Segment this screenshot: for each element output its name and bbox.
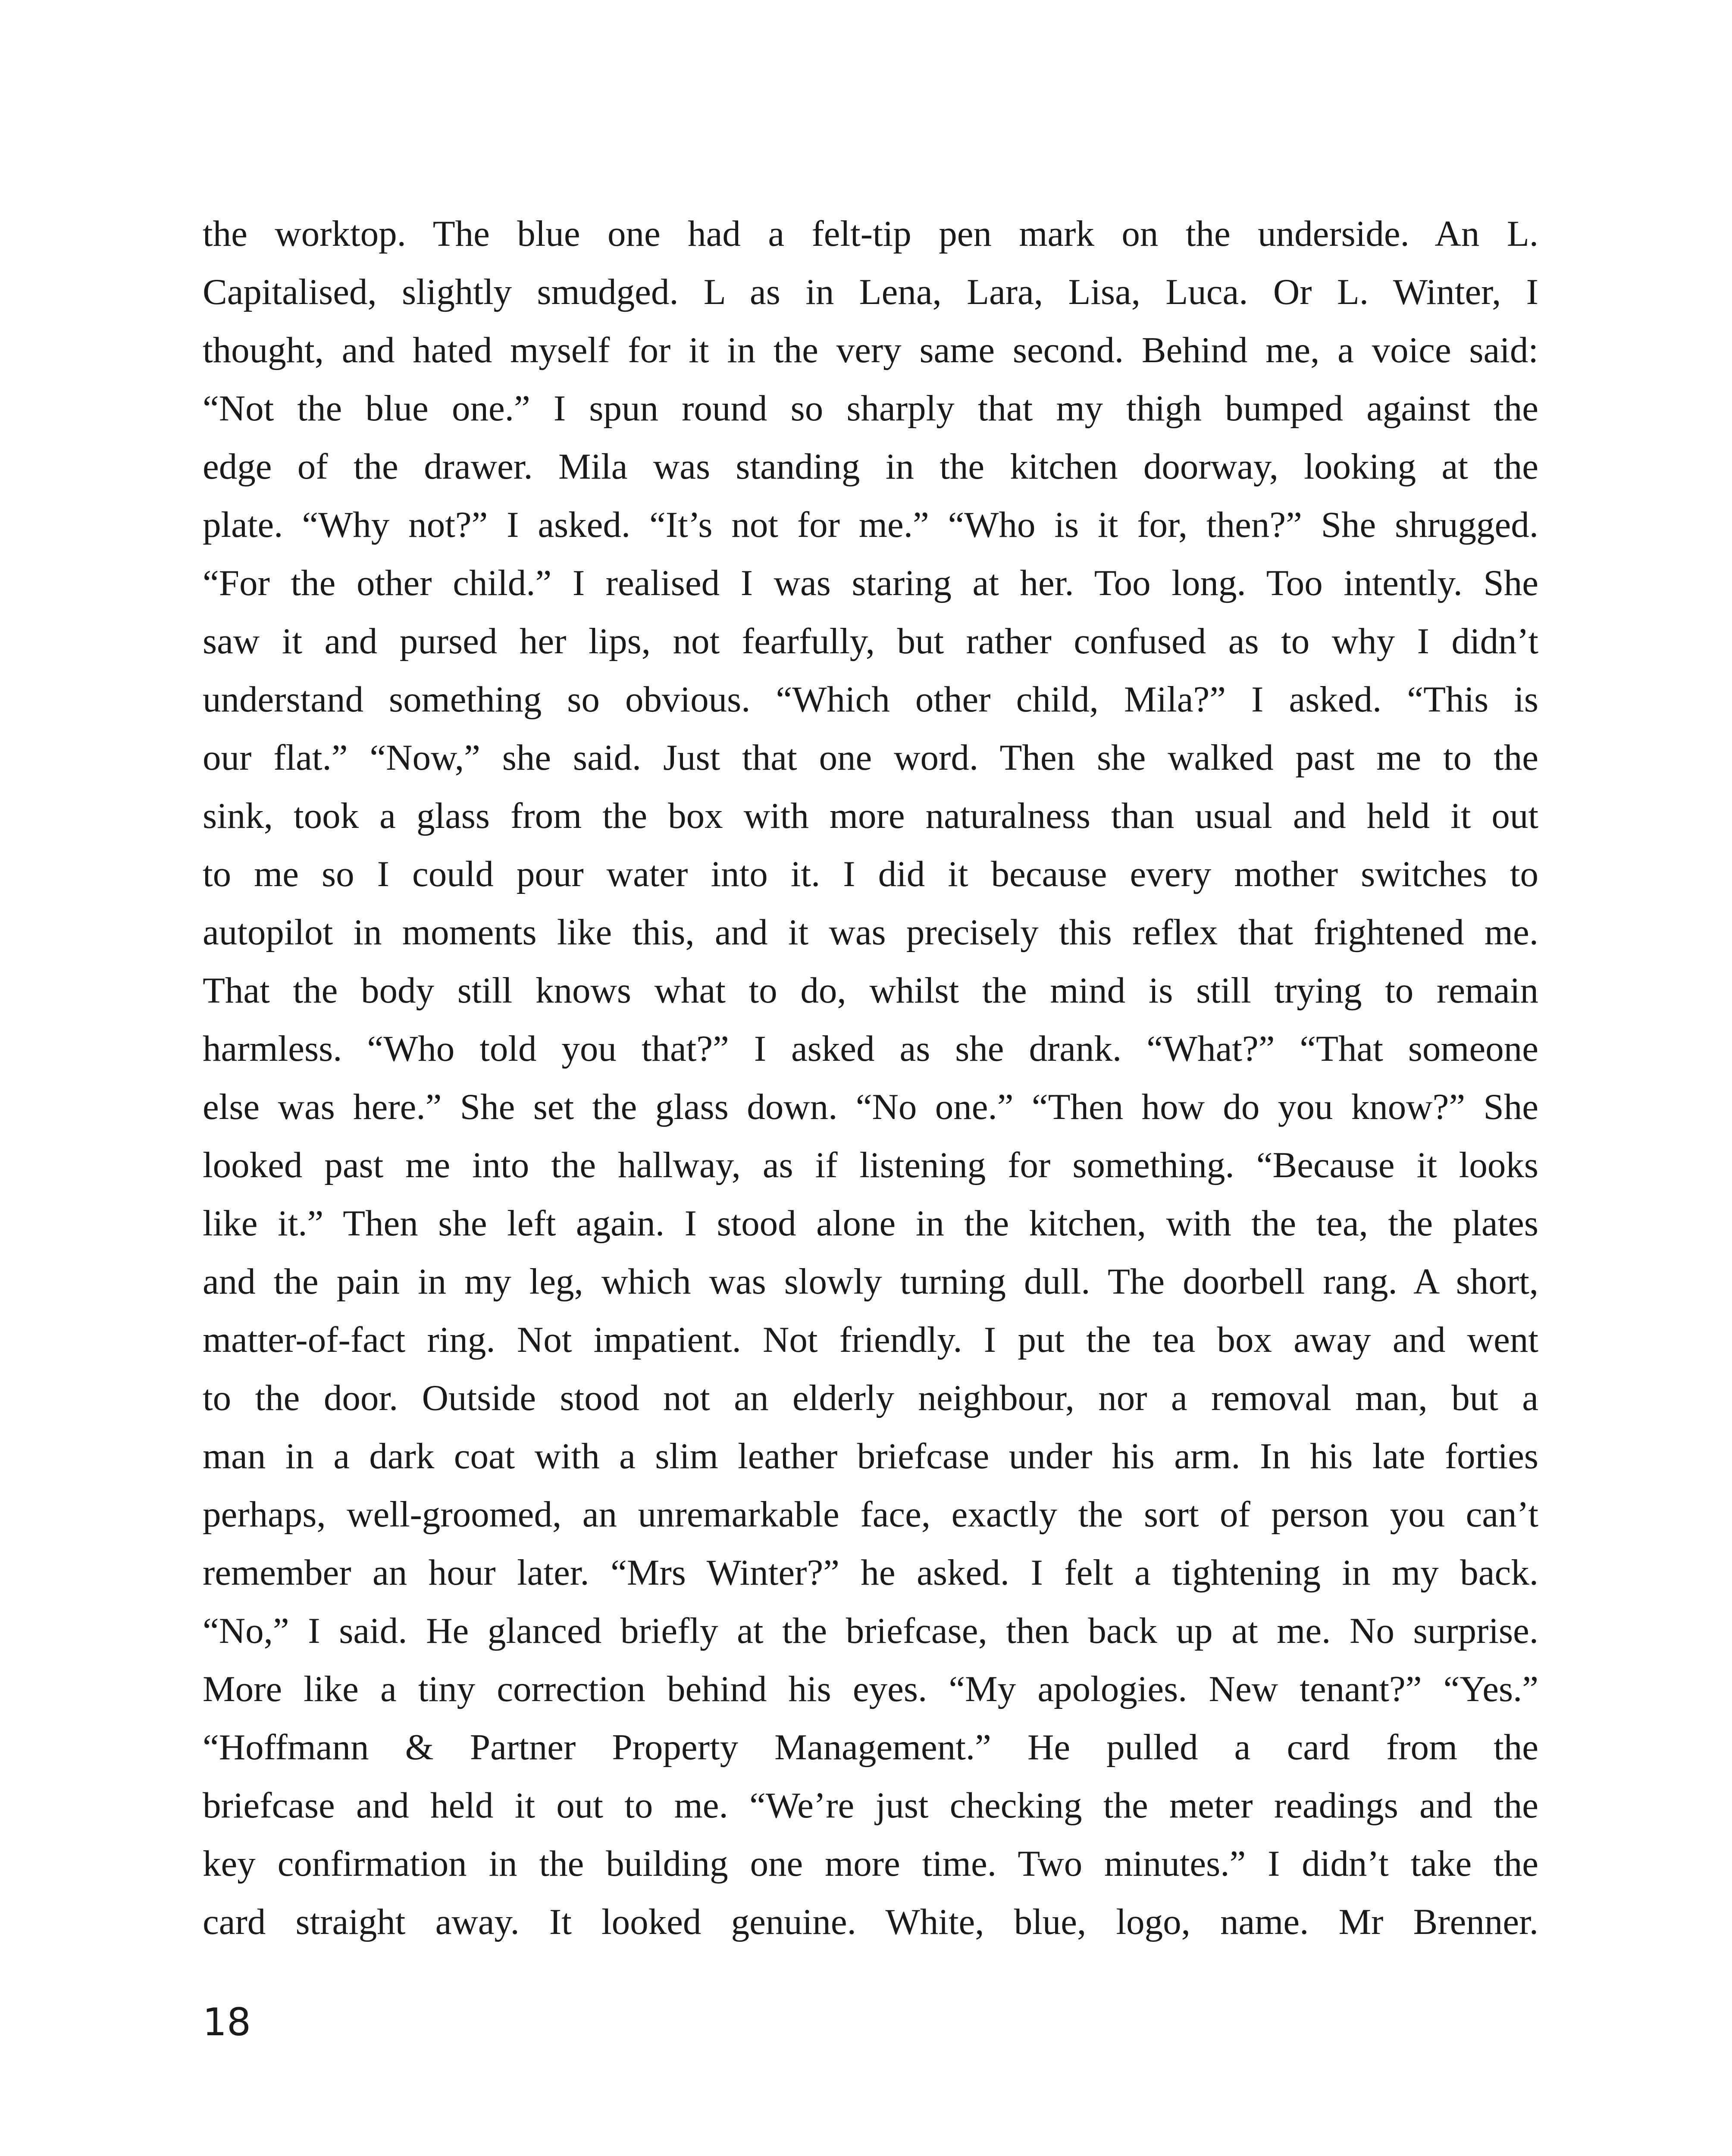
text-line: our flat.” “Now,” she said. Just that one word. Then she walked past me to the <box>203 737 1538 778</box>
text-line: saw it and pursed her lips, not fearfully, but rather confused as to why I didn’t <box>203 621 1538 661</box>
text-line: understand something so obvious. “Which other child, Mila?” I asked. “This is <box>203 679 1538 720</box>
text-line: to the door. Outside stood not an elderly neighbour, nor a removal man, but a <box>203 1378 1538 1418</box>
text-line: perhaps, well-groomed, an unremarkable face, exactly the sort of person you can’t <box>203 1494 1538 1535</box>
text-line: “Not the blue one.” I spun round so sharply that my thigh bumped against the <box>203 388 1538 429</box>
text-line: remember an hour later. “Mrs Winter?” he asked. I felt a tightening in my back. <box>203 1552 1538 1593</box>
text-line: else was here.” She set the glass down. “No one.” “Then how do you know?” She <box>203 1087 1538 1127</box>
text-line: the worktop. The blue one had a felt-tip pen mark on the underside. An L. <box>203 213 1538 254</box>
text-line: thought, and hated myself for it in the very same second. Behind me, a voice said: <box>203 330 1538 370</box>
text-line: That the body still knows what to do, whilst the mind is still trying to remain <box>203 970 1538 1011</box>
body-text <box>203 205 1538 1951</box>
page-number: 18 <box>203 2000 251 2044</box>
text-line: plate. “Why not?” I asked. “It’s not for me.” “Who is it for, then?” She shrugged. <box>203 505 1538 545</box>
text-line: key confirmation in the building one more time. Two minutes.” I didn’t take the <box>203 1843 1538 1884</box>
text-line: harmless. “Who told you that?” I asked as she drank. “What?” “That someone <box>203 1028 1538 1069</box>
text-line: “Hoffmann & Partner Property Management.” He pulled a card from the <box>203 1727 1538 1767</box>
text-line: like it.” Then she left again. I stood alone in the kitchen, with the tea, the plates <box>203 1203 1538 1244</box>
text-line: More like a tiny correction behind his eyes. “My apologies. New tenant?” “Yes.” <box>203 1669 1538 1709</box>
text-line: man in a dark coat with a slim leather briefcase under his arm. In his late forties <box>203 1436 1538 1476</box>
text-line: matter-of-fact ring. Not impatient. Not friendly. I put the tea box away and went <box>203 1319 1538 1360</box>
text-line: to me so I could pour water into it. I did it because every mother switches to <box>203 854 1538 894</box>
text-line: edge of the drawer. Mila was standing in the kitchen doorway, looking at the <box>203 446 1538 487</box>
text-line: card straight away. It looked genuine. White, blue, logo, name. Mr Brenner. <box>203 1902 1538 1942</box>
text-line: “No,” I said. He glanced briefly at the briefcase, then back up at me. No surprise. <box>203 1611 1538 1651</box>
text-line: sink, took a glass from the box with more naturalness than usual and held it out <box>203 796 1538 836</box>
text-line: looked past me into the hallway, as if listening for something. “Because it looks <box>203 1145 1538 1185</box>
text-line: Capitalised, slightly smudged. L as in Lena, Lara, Lisa, Luca. Or L. Winter, I <box>203 272 1538 312</box>
text-line: autopilot in moments like this, and it was precisely this reflex that frightened me. <box>203 912 1538 953</box>
text-line: “For the other child.” I realised I was staring at her. Too long. Too intently. She <box>203 563 1538 603</box>
text-line: briefcase and held it out to me. “We’re just checking the meter readings and the <box>203 1785 1538 1826</box>
text-line: and the pain in my leg, which was slowly turning dull. The doorbell rang. A short, <box>203 1261 1538 1302</box>
